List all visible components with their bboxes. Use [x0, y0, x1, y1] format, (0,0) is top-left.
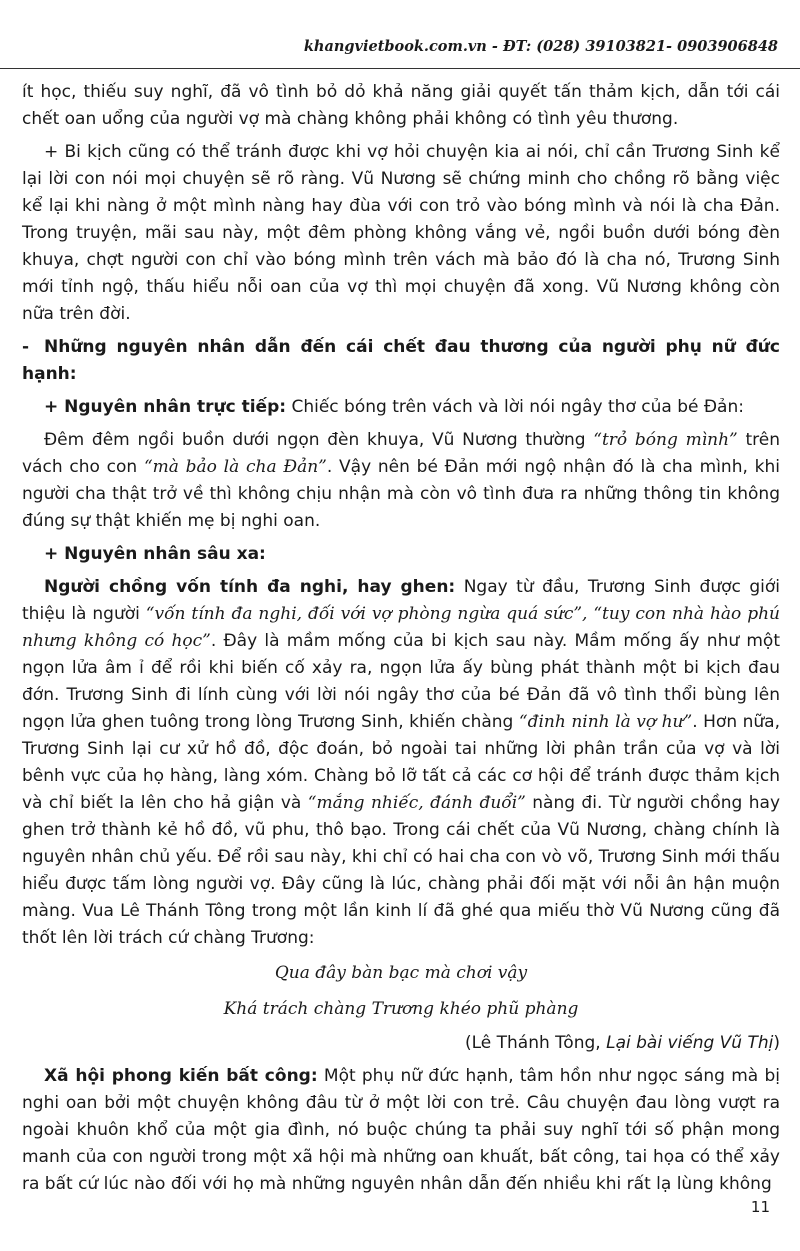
text-run: ) — [773, 1033, 780, 1053]
direct-cause-text: Chiếc bóng trên vách và lời nói ngây thơ của bé Đản: — [286, 397, 744, 417]
text-run: . Hơn nữa, Trương Sinh lại cư xử hồ đồ, độc đoán, bỏ ngoài tai những lời phân trần của vợ và lời bênh vực của họ hàng, làng xóm. Chàng bỏ lỡ tất cả các cơ hội để tránh được thảm kịch và chỉ biết la lên cho hả giận và — [22, 712, 780, 813]
paragraph-5 — [22, 427, 780, 535]
paragraph-7 — [22, 574, 780, 952]
source-title: Lại bài viếng Vũ Thị — [606, 1033, 774, 1053]
text-run: Đêm đêm ngồi buồn dưới ngọn đèn khuya, Vũ Nương thường — [44, 430, 594, 450]
husband-cause-label: Người chồng vốn tính đa nghi, hay ghen: — [44, 577, 456, 597]
paragraph-6: + Nguyên nhân sâu xa: — [44, 544, 266, 564]
quote: “mà bảo là cha Đản” — [143, 457, 327, 477]
quote: “đinh ninh là vợ hư” — [518, 712, 693, 732]
quote: “trỏ bóng mình” — [593, 430, 738, 450]
paragraph-8 — [22, 1063, 780, 1198]
text-run: (Lê Thánh Tông, — [464, 1033, 607, 1053]
poem-line-2: Khá trách chàng Trương khéo phũ phàng — [223, 999, 579, 1019]
paragraph-1: ít học, thiếu suy nghĩ, đã vô tình bỏ dỏ khả năng giải quyết tấn thảm kịch, dẫn tới cái chết oan uổng của người vợ mà chàng không phải không có tình yêu thương. — [22, 82, 780, 129]
paragraph-2: + Bi kịch cũng có thể tránh được khi vợ hỏi chuyện kia ai nói, chỉ cần Trương Sinh kể lại lời con nói mọi chuyện sẽ rõ ràng. Vũ Nương sẽ chứng minh cho chồng rõ bằng việc kể lại khi nàng ở một mình nàng hay đùa với con trỏ vào bóng mình và nói là cha Đản. Trong truyện, mãi sau này, một đêm phòng không vắng vẻ, ngồi buồn dưới bóng đèn khuya, chợt người con chỉ vào bóng mình trên vách mà bảo đó là cha nó, Trương Sinh mới tỉnh ngộ, thấu hiểu nỗi oan của vợ thì mọi chuyện đã xong. Vũ Nương không còn nữa trên đời. — [22, 142, 780, 324]
heading-text: Những nguyên nhân dẫn đến cái chết đau thương của người phụ nữ đức hạnh: — [22, 337, 780, 384]
poem-line-1: Qua đây bàn bạc mà chơi vậy — [274, 963, 528, 983]
society-cause-label: Xã hội phong kiến bất công: — [44, 1066, 318, 1086]
page-body — [22, 79, 780, 1204]
text-run: trên vách cho con — [22, 430, 780, 477]
text-run: Một phụ nữ đức hạnh, tâm hồn như ngọc sáng mà bị nghi oan bởi một chuyện không đâu từ ở một lời con trẻ. Câu chuyện đau lòng vượt ra ngoài khuôn khổ của một gia đình, nó buộc chúng ta phải suy nghĩ tới số phận mong manh của con người trong một xã hội mà những oan khuất, bất công, tai họa có thể xảy ra bất cứ lúc nào đối với họ mà những nguyên nhân dẫn đến nhiều khi rất lạ lùng không — [22, 1066, 780, 1194]
text-run: Ngay từ đầu, Trương Sinh được giới thiệu là người — [22, 577, 780, 624]
page-number: 11 — [750, 1198, 770, 1216]
text-run: . Vậy nên bé Đản mới ngộ nhận đó là cha mình, khi người cha thật trở về thì không chịu nhận mà còn vô tình đưa ra những thông tin không đúng sự thật khiến mẹ bị nghi oan. — [22, 457, 780, 531]
paragraph-4 — [22, 394, 780, 421]
dash-mark: - — [22, 337, 30, 357]
header-rule — [0, 68, 800, 70]
page-header: khangvietbook.com.vn - ĐT: (028) 39103821- 0903906848 — [303, 38, 778, 55]
quote: “vốn tính đa nghi, đối với vợ phòng ngừa quá sức”, “tuy con nhà hào phú nhưng không có học” — [22, 604, 780, 651]
direct-cause-label: + Nguyên nhân trực tiếp: — [44, 397, 287, 417]
paragraph-3-heading — [22, 334, 780, 388]
quote: “mắng nhiếc, đánh đuổi” — [307, 793, 526, 813]
text-run: . Đây là mầm mống của bi kịch sau này. Mầm mống ấy như một ngọn lửa âm ỉ để rồi khi biến cố xảy ra, ngọn lửa ấy bùng phát thành một bi kịch đau đớn. Trương Sinh đi lính cùng với lời nói ngây thơ của bé Đản đã vô tình thổi bùng lên ngọn lửa ghen tuông trong lòng Trương Sinh, khiến chàng — [22, 631, 780, 732]
text-run: nàng đi. Từ người chồng hay ghen trở thành kẻ hồ đồ, vũ phu, thô bạo. Trong cái chết của Vũ Nương, chàng chính là nguyên nhân chủ yếu. Để rồi sau này, khi chỉ có hai cha con vò võ, Trương Sinh mới thấu hiểu được tấm lòng người vợ. Đây cũng là lúc, chàng phải đối mặt với nỗi ân hận muộn màng. Vua Lê Thánh Tông trong một lần kinh lí đã ghé qua miếu thờ Vũ Nương cũng đã thốt lên lời trách cứ chàng Trương: — [22, 793, 781, 948]
poem-source — [22, 1030, 780, 1057]
